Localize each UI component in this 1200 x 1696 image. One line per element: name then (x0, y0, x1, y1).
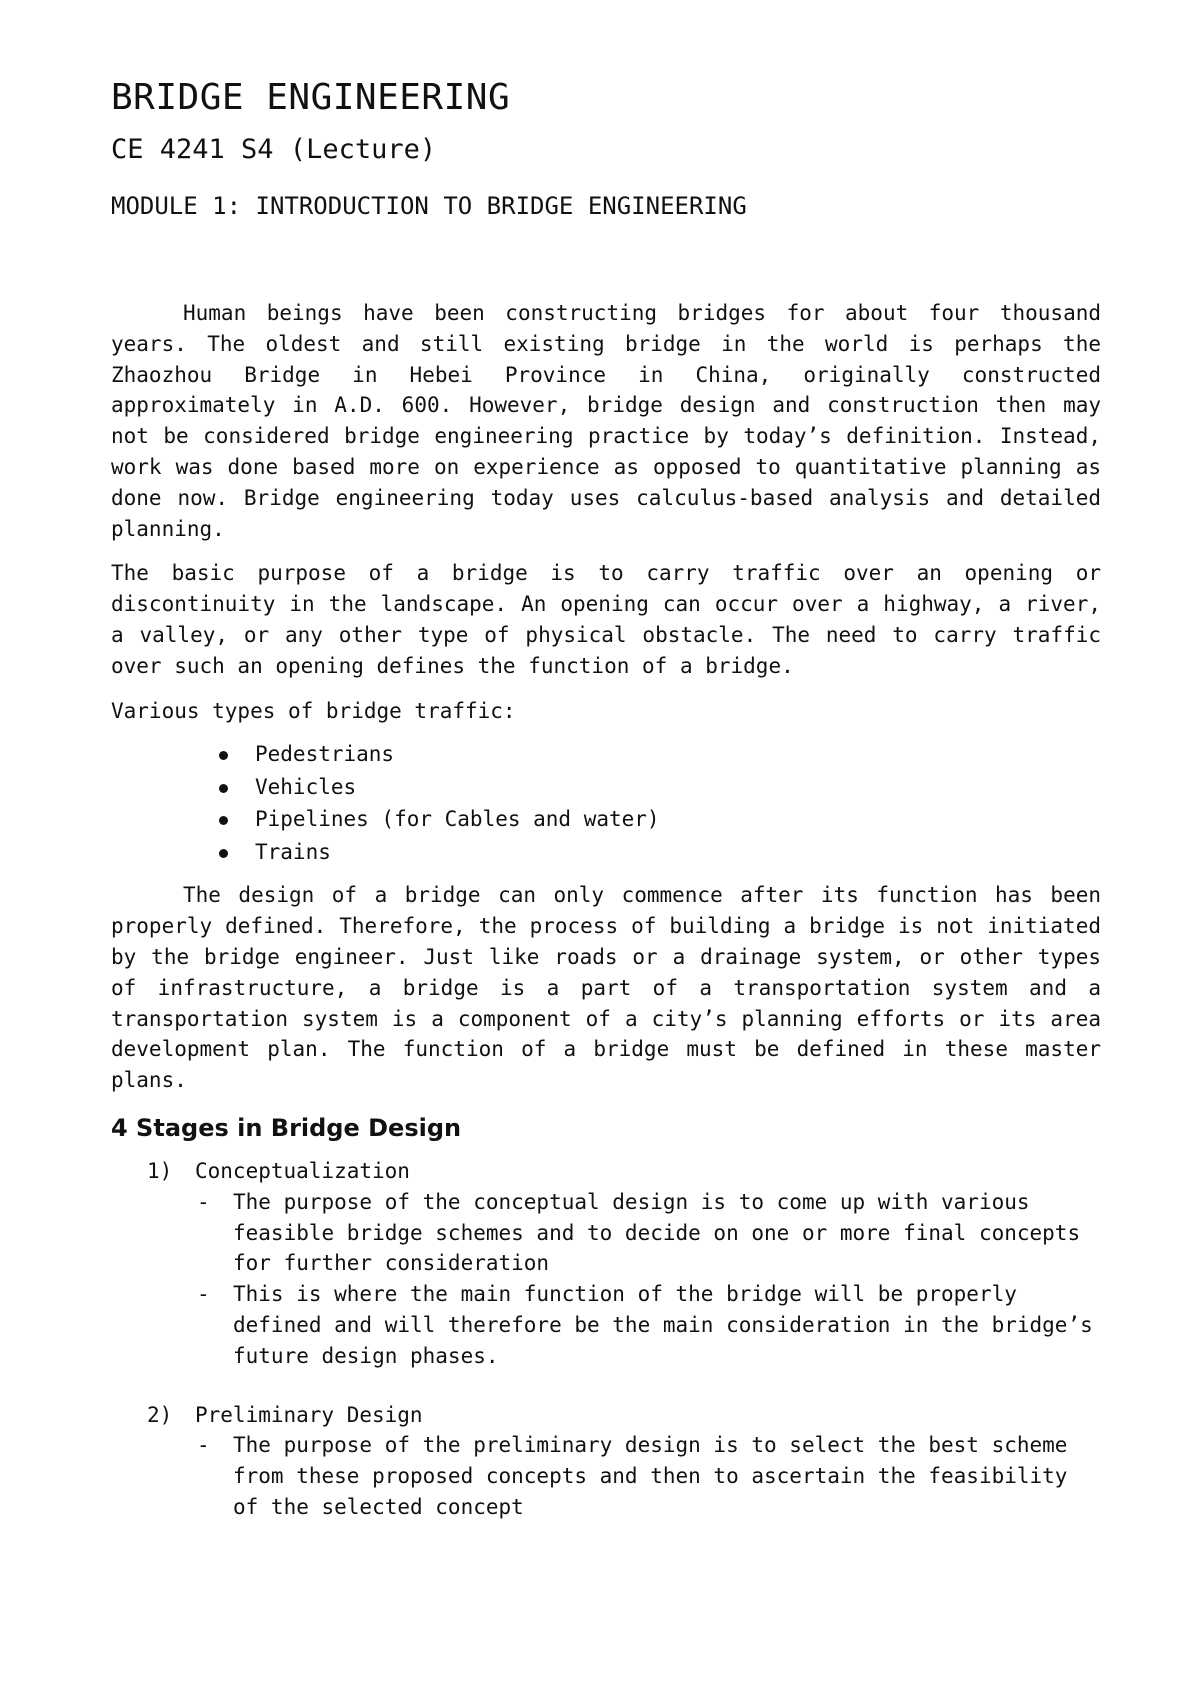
stage-title (111, 1156, 1101, 1187)
stage-points (111, 1430, 1101, 1522)
document-title: BRIDGE ENGINEERING (111, 77, 511, 118)
list-item (111, 738, 1101, 771)
list-item-text: Pipelines (for Cables and water) (255, 807, 660, 832)
traffic-intro: Various types of bridge traffic: (111, 698, 516, 723)
bullet-icon (219, 816, 228, 825)
course-code: CE 4241 S4 (Lecture) (111, 134, 437, 165)
bullet-icon (219, 849, 228, 858)
list-item (111, 1187, 1093, 1279)
list-item (111, 1279, 1093, 1371)
dash-icon: - (197, 1433, 210, 1458)
stage-points (111, 1187, 1101, 1372)
list-item (111, 836, 1101, 869)
intro-paragraph: Human beings have been constructing bridges for about four thousand years. The oldest and still existing bridge in the world is perhaps the Zhaozhou Bridge in Hebei Province in China, originally constructed approximately in A.D. 600. However, bridge design and construction then may not be considered bridge engineering practice by today’s definition. Instead, work was done based more on experience as opposed to quantitative planning as done now. Bridge engineering today uses calculus-based analysis and detailed planning. (111, 301, 1101, 541)
document-page (111, 70, 1101, 1523)
traffic-types-list (111, 738, 1101, 868)
stage-name: Preliminary Design (195, 1402, 423, 1427)
list-item (111, 771, 1101, 804)
list-item-text: Pedestrians (255, 742, 395, 767)
stage-number: 2) (147, 1402, 173, 1427)
list-item-text: Trains (255, 839, 331, 864)
list-item (111, 1430, 1093, 1522)
stage-name: Conceptualization (195, 1158, 410, 1183)
module-title: MODULE 1: INTRODUCTION TO BRIDGE ENGINEERING (111, 192, 747, 220)
list-item-text: Vehicles (255, 774, 357, 799)
list-item-text: This is where the main function of the bridge will be properly defined and will therefore be the main consideration in the bridge’s future design phases. (233, 1282, 1093, 1368)
stage-conceptualization (111, 1156, 1101, 1372)
dash-icon: - (197, 1189, 210, 1214)
stage-number: 1) (147, 1158, 173, 1183)
stage-title (111, 1400, 1101, 1431)
bullet-icon (219, 784, 228, 793)
bullet-icon (219, 751, 228, 760)
purpose-paragraph: The basic purpose of a bridge is to carry traffic over an opening or discontinuity in the landscape. An opening can occur over a highway, a river, a valley, or any other type of physical obstacle. The need to carry traffic over such an opening defines the function of a bridge. (111, 561, 1101, 678)
design-paragraph: The design of a bridge can only commence after its function has been properly defined. Therefore, the process of building a bridge is not initiated by the bridge engineer. Just like roads or a drainage system, or other types of infrastructure, a bridge is a part of a transportation system and a transportation system is a component of a city’s planning efforts or its area development plan. The function of a bridge must be defined in these master plans. (111, 883, 1101, 1093)
list-item (111, 803, 1101, 836)
stages-heading: 4 Stages in Bridge Design (111, 1113, 462, 1142)
dash-icon: - (197, 1282, 210, 1307)
stage-preliminary-design (111, 1400, 1101, 1523)
list-item-text: The purpose of the preliminary design is to select the best scheme from these proposed concepts and then to ascertain the feasibility of the selected concept (233, 1433, 1068, 1519)
list-item-text: The purpose of the conceptual design is to come up with various feasible bridge schemes and to decide on one or more final concepts for further consideration (233, 1189, 1081, 1276)
